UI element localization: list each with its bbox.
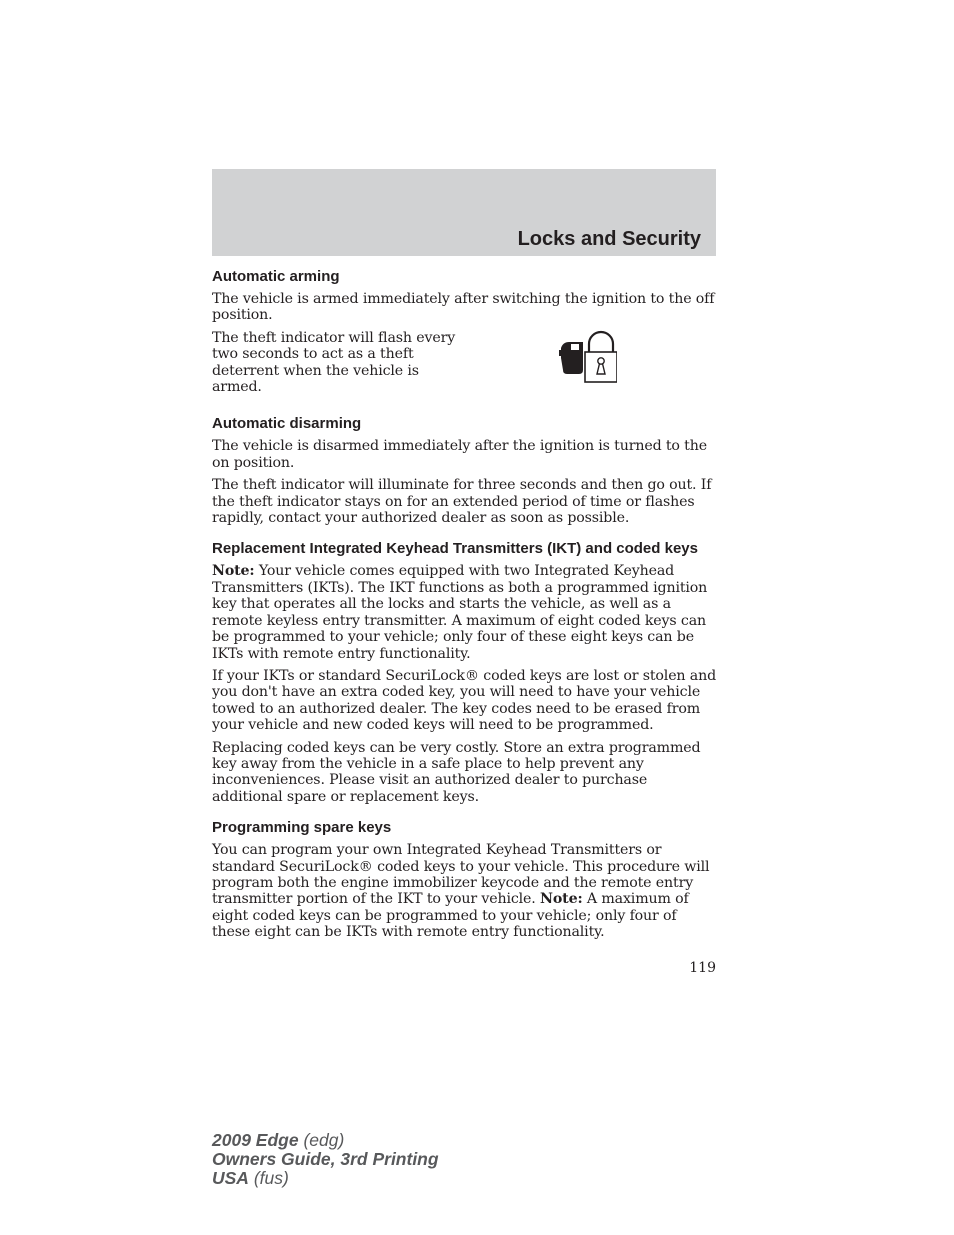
footer-model-code: (edg) [298, 1130, 345, 1150]
footer-guide: Owners Guide, 3rd Printing [212, 1149, 439, 1169]
footer-model: 2009 Edge [212, 1130, 299, 1150]
note-text: Your vehicle comes equipped with two Integrated Keyhead Transmitters (IKTs). The IKT functions as both a programmed ignition key that operates all the locks and starts the vehicle, as well as a remote keyless entry transmitter. A maximum of eight coded keys can be programmed to your vehicle; only four of these eight keys can be IKTs with remote entry functionality. [212, 563, 708, 662]
heading-automatic-arming: Automatic arming [212, 268, 340, 285]
section-title: Locks and Security [517, 228, 701, 250]
paragraph-replacement-1 [212, 563, 716, 661]
paragraph-replacement-3: Replacing coded keys can be very costly. Store an extra programmed key away from the vehicle in a safe place to help prevent any inconveniences. Please visit an authorized dealer to purchase additional spare or replacement keys. [212, 739, 701, 805]
heading-automatic-disarming: Automatic disarming [212, 415, 362, 433]
footer-line-model [212, 1131, 439, 1150]
vehicle-padlock-icon [557, 330, 617, 384]
arming-indicator-row [212, 330, 716, 402]
programming-text-a: You can program your own Integrated Keyhead Transmitters or standard SecuriLock® coded keys to your vehicle. This procedure will program both the engine immobilizer keycode and the remote entry transmitter portion of the IKT to your vehicle. [212, 842, 710, 908]
note-label: Note: [540, 891, 583, 908]
paragraph-disarming-2: The theft indicator will illuminate for three seconds and then go out. If the theft indicator stays on for an extended period of time or flashes rapidly, contact your authorized dealer as soon as possible. [212, 477, 712, 527]
page-content [212, 268, 716, 947]
footer-market-code: (fus) [248, 1168, 289, 1188]
note-label: Note: [212, 563, 255, 580]
footer-market: USA [212, 1168, 249, 1188]
document-footer [212, 1131, 439, 1188]
section-header-band [212, 169, 716, 256]
paragraph-programming-1 [212, 842, 716, 940]
paragraph-arming-2: The theft indicator will flash every two seconds to act as a theft deterrent when the vehicle is armed. [212, 329, 456, 396]
footer-line-market [212, 1169, 439, 1188]
programming-text-b: A maximum of eight coded keys can be programmed to your vehicle; only four of these eight can be IKTs with remote entry functionality. [212, 891, 689, 941]
paragraph-disarming-1: The vehicle is disarmed immediately after the ignition is turned to the on position. [212, 438, 707, 471]
paragraph-arming-1: The vehicle is armed immediately after switching the ignition to the off position. [212, 291, 715, 324]
page-number: 119 [689, 960, 716, 976]
heading-replacement-ikt: Replacement Integrated Keyhead Transmitters (IKT) and coded keys [212, 540, 698, 558]
heading-programming-spare-keys: Programming spare keys [212, 819, 392, 837]
paragraph-replacement-2: If your IKTs or standard SecuriLock® coded keys are lost or stolen and you don't have an extra coded key, you will need to have your vehicle towed to an authorized dealer. The key codes need to be erased from your vehicle and new coded keys will need to be programmed. [212, 667, 717, 734]
footer-line-guide [212, 1150, 439, 1169]
